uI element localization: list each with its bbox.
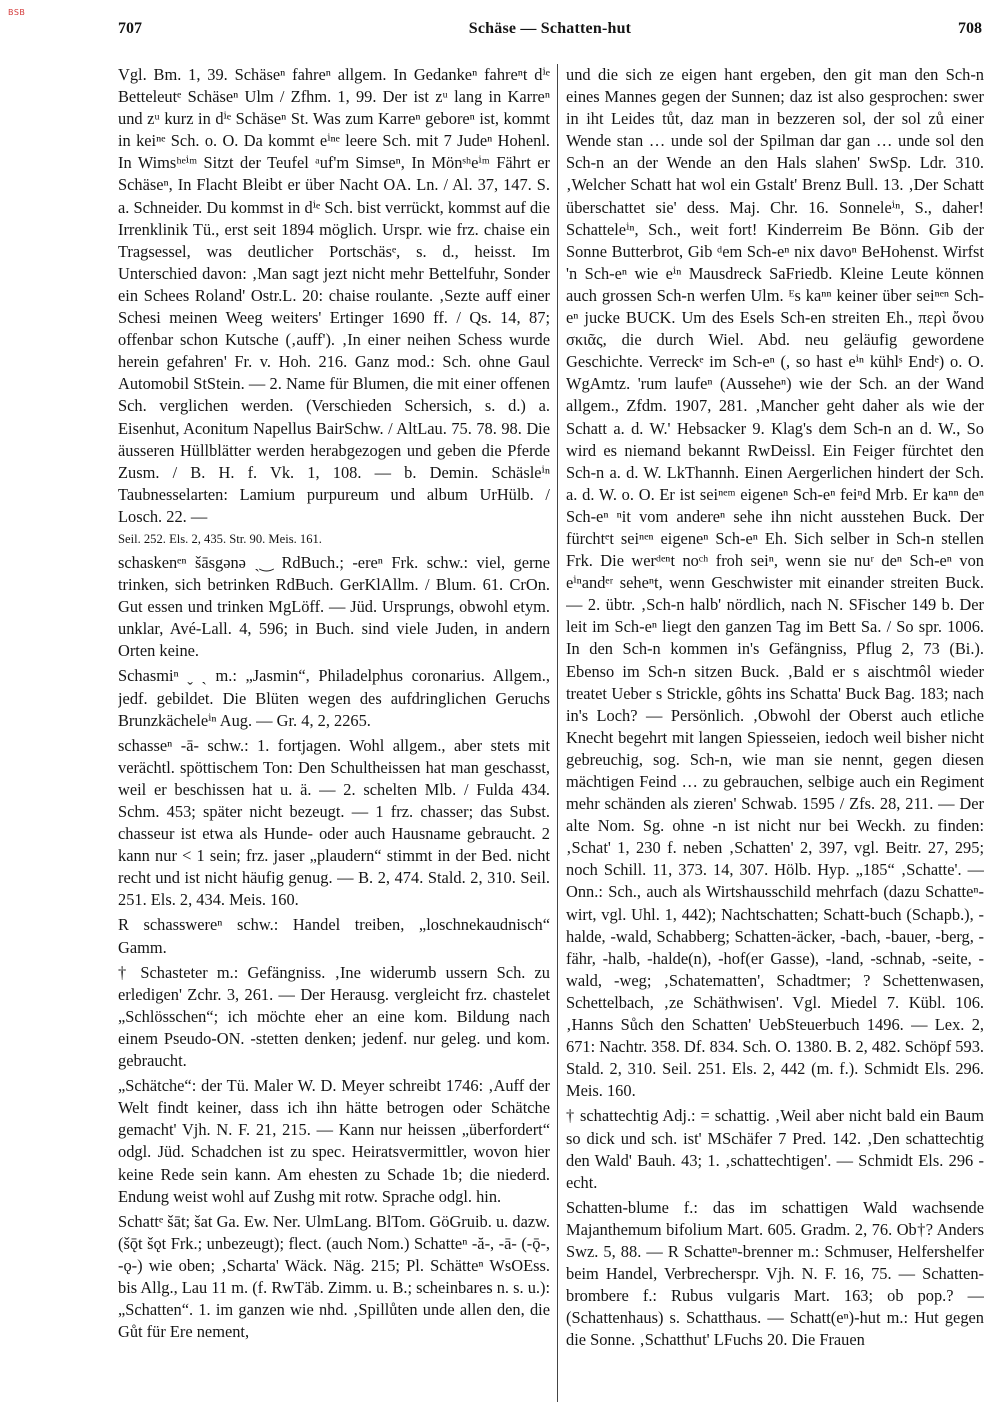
entry-paragraph: Schatten-blume f.: das im schattigen Wald wachsende Majanthemum bifolium Mart. 605. Gradm. 2, 76. Ob†? Anders Swz. 5, 88. — R Schatteⁿ-brenner m.: Schmuser, Helfershelfer beim Handel, Verbrecherspr. Vjh. N. F. 16, 75. — Schatten-brombere f.: Rubus vulgaris Mart. 163; ob pop.? — (Schattenhaus) s. Schatthaus. — Schatt(eⁿ)-hut m.: Hut gegen die Sonne. ‚Schatthut' LFuchs 20. Die Frauen bbox=[566, 1197, 984, 1350]
entry-paragraph: „Schätche“: der Tü. Maler W. D. Meyer schreibt 1746: ‚Auff der Welt findt keiner, dass ich ihn hätte betrogen oder Schätche gemacht' Vjh. N. F. 21, 215. — Kann nur heissen „überfordert“ odgl. Jüd. Schadchen ist zu spec. Heiratsvermittler, wovon hier keine Rede sein kann. Am ehesten zu Schade 1b; die niederd. Endung weist wohl auf Zushg mit rotw. Sprache odgl. hin. bbox=[118, 1076, 550, 1206]
entry-paragraph: R schasswereⁿ schw.: Handel treiben, „loschnekaudnisch“ Gamm. bbox=[118, 915, 550, 957]
entry-paragraph: schaskenᵉⁿ šāsgənə ˏ‿ RdBuch.; -ereⁿ Frk. schw.: viel, gerne trinken, sich betrinken RdBuch. GerKlAllm. / Blum. 61. CrOn. Gut essen und trinken MgLöff. — Jüd. Ursprungs, obwohl etym. unklar, Avé-Lall. 4, 596; in Buch. sind viele Juden, in andern Orten keine. bbox=[118, 552, 550, 661]
left-page-number: 707 bbox=[118, 20, 142, 37]
entry-paragraph: schasseⁿ -ā- schw.: 1. fortjagen. Wohl allgem., aber stets mit verächtl. spöttischem Ton: Den Schultheissen hat man geschasst, weil er beschissen hat u. ä. — 2. schelten Mlb. / Fulda 434. Schm. 453; später nicht bezeugt. — 1 frz. chasser; das Subst. chasseur ist etwa als Hunde- oder auch Hausname gebraucht. 2 kann nur < 1 sein; frz. jaser „plaudern“ stimmt in der Bed. nicht recht und ist nicht häufig genug. — B. 2, 474. Stald. 2, 310. Seil. 251. Els. 2, 434. Meis. 160. bbox=[118, 735, 550, 910]
page-header bbox=[118, 20, 982, 46]
running-title: Schäse — Schatten-hut bbox=[468, 20, 632, 37]
left-column bbox=[118, 64, 550, 1404]
entry-paragraph: Vgl. Bm. 1, 39. Schäseⁿ fahreⁿ allgem. In Gedankeⁿ fahreⁿt dⁱᵉ Betteleutᵉ Schäseⁿ Ulm / Zfhm. 1, 99. Der ist zᵘ lang in Karreⁿ und zᵘ kurz in dⁱᵉ Schäseⁿ St. Was zum Karreⁿ geboreⁿ ist, kommt in keiⁿᵉ Sch. o. O. Da kommt eⁱⁿᵉ leere Sch. mit 7 Judeⁿ Hohenl. In Wimsʰᵉⁱᵐ Sitzt der Teufel ᵃuf'm Simseⁿ, In Mönˢʰeⁱᵐ Fährt er Schäseⁿ, In Flacht Bleibt er über Nacht OA. Ln. / Al. 37, 147. S. a. Schneider. Du kommst in dⁱᵉ Sch. bist verrückt, kommst auf die Irrenklinik Tü., erst seit 1894 möglich. Urspr. wie frz. chaise ein Tragsessel, was deutlicher Portschäsᵉ, s. d., heisst. Im Unterschied davon: ‚Man sagt jezt nicht mehr Bettelfuhr, Sonder ein Schees Roland' Ostr.L. 20: chaise roulante. ‚Sezte auff einer Schesi meinen Weeg weiters' Ertinger 1690 ff. / Qs. 14, 87; offenbar schon Kutsche (‚auff'). ‚In einer neihen Schess wurde herein gefahren' Fr. v. Hoh. 216. Ganz mod.: Sch. ohne Gaul Automobil StStein. — 2. Name für Blumen, die mit einer offenen Sch. verglichen werden. (Verschieden Schersich, s. d.) a. Eisenhut, Aconitum Napellus BairSchw. / AltLau. 75. 78. 98. Die äusseren Hüllblätter werden herabgezogen und geben die Pferde Zusm. / B. H. f. Vk. 1, 108. — b. Demin. Schäsleⁱⁿ Taubnesselarten: Lamium purpureum und album UrHülb. / Losch. 22. — bbox=[118, 65, 550, 526]
right-column bbox=[566, 64, 984, 1404]
column-divider bbox=[557, 64, 558, 1402]
entry-paragraph: † schattechtig Adj.: = schattig. ‚Weil aber nicht bald ein Baum so dick und sch. ist' MSchäfer 7 Pred. 142. ‚Den schattechtig den Wald' Bauh. 43; 1. ‚schattechtigen'. — Schmidt Els. 296 -echt. bbox=[566, 1106, 984, 1192]
entry-paragraph: und die sich ze eigen hant ergeben, den git man den Sch-n eines Mannes gegen der Sunnen; daz ist also gesprochen: swer in iht Leides tůt, daz man in bezzeren sol, der sol zů einer Wende stan … unde sol der Spilman dar gan … unde sol den Sch-n an der Wende an den Hals slahen' SwSp. Ldr. 310. ‚Welcher Schatt hat wol ein Gstalt' Brenz Bull. 13. ‚Der Schatt überschattet sie' dess. Maj. Chr. 16. Sonneleⁱⁿ, S., daher! Schatteleⁱⁿ, Sch., weit fort! Kinderreim Be Bönn. Gib der Sonne Butterbrot, Gib ᵈem Sch-eⁿ nix davoⁿ BeHohenst. Wirfst 'n Sch-eⁿ wie eⁱⁿ Mausdreck SaFriedb. Kleine Leute können auch grossen Sch-n werfen Ulm. ᴱs kaⁿⁿ keiner über seiⁿᵉⁿ Sch-eⁿ jucke BUCK. Um des Esels Sch-en streiten Eh., περὶ ὄνου σκιᾶς, die durch Wiel. Abd. neu geläufig gewordene Geschichte. Verreckᵉ im Sch-eⁿ (, so hast eⁱⁿ kühlˢ Endᵉ) o. O. WgAmtz. 'rum laufeⁿ (Ausseheⁿ) wie der Sch. an der Wand allgem., Zfdm. 1907, 281. ‚Mancher geht daher als wie der Schatt a. d. W.' Hebsacker 9. Klag's dem Sch-n an d. W., So wird es niemand bekannt RwDeissl. Ein Feiger fürchtet den Sch-n a. d. W. LkThannh. Einen Aergerlichen hindert der Sch. a. d. W. o. O. Er ist seiⁿᵉᵐ eigeneⁿ Sch-eⁿ feiⁿd Mrb. Er kaⁿⁿ deⁿ Sch-eⁿ ⁿit vom andereⁿ sehe ihn nicht ausstehen Buck. Der fürchtᵉt seiⁿᵉⁿ eigeneⁿ Sch-eⁿ Eh. Sich selber in Sch-n stellen Frk. Die werᵈᵉⁿt noᶜʰ froh seiⁿ, wenn sie nuʳ deⁿ Sch-eⁿ von eⁱⁿandᵉʳ seheⁿt, wenn Geschwister mit einander streiten Buck. — 2. übtr. ‚Sch-n halb' nördlich, nach N. SFischer 149 b. Der leit im Sch-eⁿ liegt den ganzen Tag im Bett Sa. / So spr. 1006. In den Sch-n kommen in's Gefängniss, Pflug 2, 73 (Bi.). Ebenso im Sch-n sitzen Buck. ‚Bald er s aischtmôl wieder treatet Ueber s Strickle, gôhts ins Schatta' Buck Bag. 183; nach in's Loch? — Persönlich. ‚Obwohl der Oberst auch etliche Knecht begehrt mit langen Spiesseien, iedoch weil bisher nicht gebreuchig, sog. Sch-n, wie man sie nennt, gegen diesen mächtigen Feind … zu gebrauchen, selbige auch ein Regiment mehr schänden als zieren' Schwab. 1595 / Zfs. 28, 211. — Der alte Nom. Sg. ohne -n ist nicht nur bei Weckh. zu finden: ‚Schat' 1, 230 f. neben ‚Schatten' 2, 397, vgl. Beitr. 27, 295; noch Schill. 11, 373. 14, 307. Hölb. Hyp. „185“ ‚Schatte'. — Onn.: Sch., auch als Wirtshausschild mehrfach (dazu Schatteⁿ-wirt, vgl. Uhl. 1, 442); Nachtschatten; Schatt-buch (Schapb.), -halde, -wald, Schabberg; Schatten-äcker, -bach, -bauer, -berg, -fähr, -halb, -halde(n), -hof(er Gasse), -land, -schnab, -seite, -wald, -weg; ‚Schatematten', Schadtmer; ? Schettenwasen, Schettelbach, ‚ze Schäthwisen'. Vgl. Miedel 7. Kübl. 106. ‚Hanns Sůch den Schatten' UebSteuerbuch 1496. — Lex. 2, 671: Nachtr. 358. Df. 834. Sch. O. 1380. B. 2, 482. Schöpf 593. Stald. 2, 310. Seil. 251. Els. 2, 442 (m. f.). Schmidt Els. 296. Meis. 160. bbox=[566, 65, 984, 1101]
entry-paragraph: † Schasteter m.: Gefängniss. ‚Ine widerumb ussern Sch. zu erledigen' Zchr. 3, 261. — Der Herausg. vergleicht frz. chastelet „Schlösschen“; ich möchte eher an eine kom. Bildung nach einem Pseudo-ON. -stetten denken; jedenf. nur geleg. und kom. gebraucht. bbox=[118, 962, 550, 1071]
right-page-number: 708 bbox=[958, 20, 982, 37]
library-stamp: BSB bbox=[8, 8, 26, 17]
entry-paragraph: Schasmiⁿ ˬ ˏ m.: „Jasmin“, Philadelphus coronarius. Allgem., jedf. gebildet. Die Blüten wegen des aufdringlichen Geruchs Brunzkächeleⁱⁿ Aug. — Gr. 4, 2, 2265. bbox=[118, 666, 550, 730]
entry-paragraph: Schattᵉ šāt; šat Ga. Ew. Ner. UlmLang. BlTom. GöGruib. u. dazw. (šǭt šǫt Frk.; unbezeugt); flect. (auch Nom.) Schatteⁿ -ă-, -ā- (-ǭ-, -ǫ-) wie oben; ‚Scharta' Wäck. Näg. 215; Pl. Schätteⁿ WsOEss. bis Allg., Lau 11 m. (f. RwTäb. Zimm. u. B.; scheinbares n. s. u.): „Schatten“. 1. im ganzen wie nhd. ‚Spillůten unde allen den, die Gůt für Ere nement, bbox=[118, 1211, 550, 1342]
reference-note: Seil. 252. Els. 2, 435. Str. 90. Meis. 161. bbox=[118, 531, 322, 546]
